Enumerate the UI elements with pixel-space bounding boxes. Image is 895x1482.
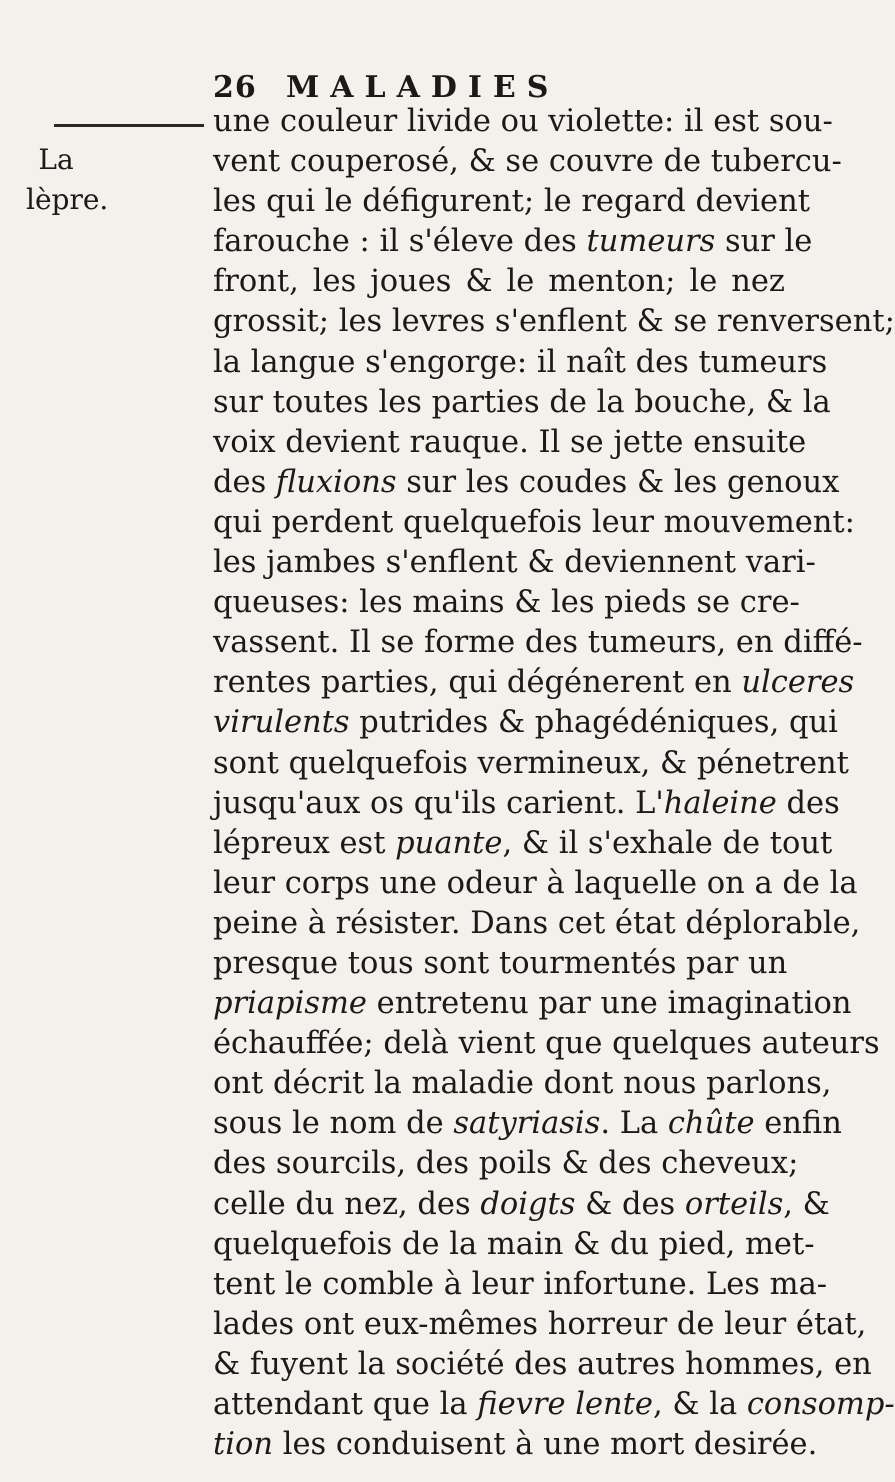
- text-line: [213, 824, 833, 864]
- text-run: des: [213, 464, 276, 500]
- text-line: [213, 703, 838, 743]
- text-line: [213, 583, 800, 623]
- italic-term: virulents: [213, 705, 350, 741]
- text-line: [213, 1385, 895, 1425]
- text-line: [213, 343, 828, 383]
- body-text: [213, 102, 895, 1465]
- text-line: [213, 904, 861, 944]
- text-line: [213, 1265, 828, 1305]
- text-run: leur corps une odeur à laquelle on a de la: [213, 865, 858, 901]
- margin-note-line: lèpre.: [26, 183, 109, 216]
- text-run: celle du nez, des: [213, 1186, 481, 1222]
- text-run: les jambes s'enflent & deviennent vari-: [213, 545, 816, 581]
- text-line: [213, 864, 858, 904]
- text-line: [213, 1225, 815, 1265]
- text-line: [213, 744, 849, 784]
- text-run: sur le: [715, 224, 813, 260]
- italic-term: consomp-: [746, 1387, 895, 1422]
- text-line: [213, 383, 831, 423]
- italic-term: priapisme: [213, 986, 367, 1022]
- text-run: presque tous sont tourmentés par un: [213, 945, 788, 981]
- text-run: peine à résister. Dans cet état déplorable,: [213, 905, 861, 941]
- italic-term: haleine: [663, 785, 777, 821]
- text-run: sont quelquefois vermineux, & pénetrent: [213, 745, 849, 781]
- text-line: [213, 1425, 818, 1465]
- text-line: [213, 1305, 867, 1345]
- text-line: [213, 102, 833, 142]
- text-run: front, les joues & le menton; le nez: [213, 264, 785, 300]
- text-run: voix devient rauque. Il se jette ensuite: [213, 424, 807, 460]
- text-run: sous le nom de: [213, 1106, 454, 1142]
- running-title: MALADIES: [286, 70, 560, 105]
- text-run: sur toutes les parties de la bouche, & la: [213, 384, 831, 420]
- text-run: , &: [783, 1186, 830, 1222]
- italic-term: orteils: [684, 1186, 784, 1222]
- text-line: [213, 944, 788, 984]
- text-run: vassent. Il se forme des tumeurs, en diffé-: [213, 625, 863, 661]
- text-line: [213, 302, 895, 342]
- text-line: [213, 1345, 872, 1385]
- text-run: vent couperosé, & se couvre de tubercu-: [213, 144, 842, 180]
- italic-term: puante: [395, 825, 503, 861]
- text-run: une couleur livide ou violette: il est sou-: [213, 104, 833, 139]
- margin-rule: [54, 124, 204, 127]
- text-run: jusqu'aux os qu'ils carient. L': [213, 785, 664, 821]
- text-line: [213, 262, 785, 302]
- text-run: enfin: [754, 1106, 842, 1142]
- text-run: ont décrit la maladie dont nous parlons,: [213, 1066, 832, 1102]
- italic-term: satyriasis: [453, 1106, 601, 1142]
- italic-term: chûte: [667, 1106, 755, 1142]
- text-run: putrides & phagédéniques, qui: [349, 705, 838, 741]
- text-line: [213, 1064, 832, 1104]
- text-line: [213, 503, 855, 543]
- italic-term: tumeurs: [586, 224, 716, 260]
- text-line: [213, 142, 842, 182]
- text-run: attendant que la: [213, 1387, 478, 1422]
- text-run: , & il s'exhale de tout: [502, 825, 833, 861]
- text-line: [213, 1144, 799, 1184]
- text-run: lépreux est: [213, 825, 396, 861]
- italic-term: ulceres: [741, 665, 855, 701]
- text-run: sur les coudes & les genoux: [396, 464, 840, 500]
- text-line: [213, 663, 855, 703]
- italic-term: doigts: [480, 1186, 576, 1222]
- text-run: échauffée; delà vient que quelques auteurs: [213, 1026, 880, 1062]
- text-run: queuses: les mains & les pieds se cre-: [213, 585, 800, 621]
- text-run: les qui le défigurent; le regard devient: [213, 184, 810, 220]
- text-run: & fuyent la société des autres hommes, en: [213, 1346, 872, 1382]
- text-run: . La: [600, 1106, 668, 1142]
- text-line: [213, 423, 807, 463]
- text-run: , & la: [652, 1387, 747, 1422]
- text-line: [213, 1024, 880, 1064]
- page-number: 26: [213, 70, 257, 105]
- text-run: farouche : il s'éleve des: [213, 224, 587, 260]
- text-line: [213, 1185, 830, 1225]
- text-run: la langue s'engorge: il naît des tumeurs: [213, 344, 828, 380]
- text-run: grossit; les levres s'enflent & se renversent;: [213, 304, 895, 340]
- text-run: des sourcils, des poils & des cheveux;: [213, 1146, 799, 1182]
- text-run: qui perdent quelquefois leur mouvement:: [213, 504, 855, 540]
- text-run: rentes parties, qui dégénerent en: [213, 665, 742, 701]
- text-line: [213, 623, 863, 663]
- text-line: [213, 182, 810, 222]
- text-run: lades ont eux-mêmes horreur de leur état,: [213, 1306, 867, 1342]
- text-line: [213, 784, 840, 824]
- text-run: des: [776, 785, 840, 821]
- text-line: [213, 984, 852, 1024]
- text-line: [213, 543, 816, 583]
- text-run: entretenu par une imagination: [366, 986, 852, 1022]
- italic-term: fluxions: [275, 464, 397, 500]
- margin-note: [26, 140, 109, 220]
- margin-note-line: La: [38, 143, 74, 176]
- text-run: & des: [575, 1186, 685, 1222]
- text-run: quelquefois de la main & du pied, met-: [213, 1226, 815, 1262]
- text-line: [213, 463, 840, 503]
- text-line: [213, 222, 813, 262]
- text-line: [213, 1104, 842, 1144]
- italic-term: tion: [213, 1427, 274, 1463]
- text-run: tent le comble à leur infortune. Les ma-: [213, 1266, 828, 1302]
- italic-term: fievre lente: [477, 1387, 653, 1422]
- text-run: les conduisent à une mort desirée.: [273, 1427, 818, 1463]
